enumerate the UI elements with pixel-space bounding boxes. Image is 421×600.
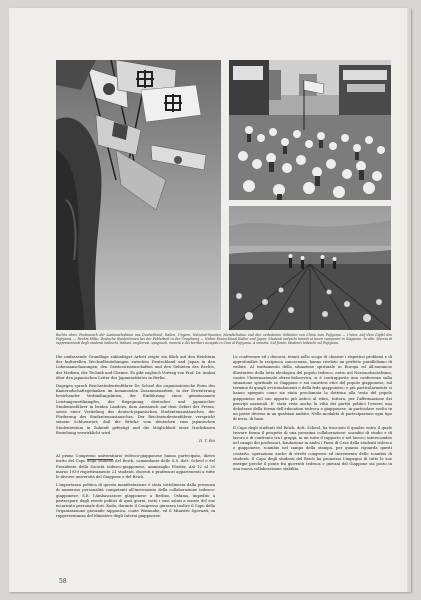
author-initials: D. T. Stö: [199, 439, 215, 444]
text-column-left: [56, 355, 215, 523]
page-number: 58: [59, 578, 67, 585]
paragraph: Dagegen sprach Reichsstudentenführer Dr. Scheel die organisatorische Form des Kameradschaftsgedanken im kommenden Zusammenarbeit, in der Erweiterung bestehender Verbindungslinien, der Einführung eines gemeinsamen Leistungswettkampfes, der Begegnung deutscher und japanischer Studentenführer in beiden Ländern, dem Austausch auf dem Gebiet der Presse, sowie einer Vertiefung des deutsch-japanischen Studentenaustausches, der Förderung des Studentenaustausches. Der Reichsstudentenführer verspricht seinem Schlusswort, daß die Brücke vom deutschen zum japanischen Studententum in Zukunft gefestigt und die Möglichkeit einer fruchtbaren Beziehung verwirklicht wird.: [56, 384, 215, 435]
photo-street-crowd: [229, 60, 391, 200]
paragraph: Die umfassende Grundlage zukünftiger Arbeit zeigte ein Blick auf den Reichtum der kulturellen Wechselbeziehungen zwischen Deutschland und Japan in den Lebensanschauungen, den Geisteswissenschaften und den Gebieten des Rechts, der Medizin, der Technik und Chemie. Es gibt zugleich Vortrag von Prof. Dr. Arakai über den japanischen Leiter des Japaninstitutes in Berlin.: [56, 355, 215, 380]
paragraph: Il Capo degli studenti del Reich, dott. Scheel, ha tracciato il quadro entro il quale trovare forma il progetto di una prossima collaborazione: scambio di studio e di lavoro e di confronto tra i gruppi, in un tutto il rapporto e nel lavoro; interscambio nel campo dei professori, fondazione in ambo i Paesi di Case della studenti tedesco e giapponese, scambio nel campo della stampa, per quanto riguarda questi contatto, operazione anche di stretti congressi ed incremento dello scambio di studenti. Il Capo degli studenti del Reich ha promesso l'impegno di tutte le sue energie perché il ponte fra gioventù tedesca e giovani del Giappone sia posto in una nuova collaborazione stabilita.: [233, 425, 392, 472]
magazine-page: [9, 8, 411, 592]
photo-field-work: [229, 206, 391, 330]
paragraph: Le conferenze ed i discorsi, tenuti nello scopo di chiarire i rispettivi problemi e di approfondire la reciproca conoscenza, hanno rivelato un perfetto parallelismo di vedute. Al trattamento della situazione spirituale in Europa ed all'annuncio illustrativo della lotta ideologica del popolo tedesco, entro nel Nazionalsocialismo, contro l'Internazionale ebreo-bolscevica, si è contrapposto una conferenza sulla situazione spirituale in Giappone e sui caratteri etici del popolo giapponese, sul termine di quegli avvicendamenti e della fede giapponese; e più particolarmente ci hanno spiegato come sia stata proclamata la dottrina alla testa del popolo giapponese nel suo apporto più antico al ritiro, tuttora, per l'affermazione dei principi nazionali. E' stata vista anche la viltà dei partiti politici l'essere una debolezza della forma dell'education tedesca e giapponese, in particolare svolto in un paese diverso in un qualsiasi ambito. Nelle modalità di partecipazione ogni tipo di testo, di base.: [233, 355, 392, 422]
paragraph: L'importanza politica di questa manifestazione è stata sottolineata dalla presenza di numerose personalità competenti all'incremento della collaborazione tedesco-giapponese: S.E. l'Ambasciatore giapponese a Berlino, Oshima, impedito a partecipare dagli eventi politici di quei giorni, inviò i suoi saluti a mezzo del suo incaricato personale dott. Koda; durante il Congresso giunsero inoltre il Capo della Organizzazione giovanile nipponica, conte Watanabe, ed il Ministro Sgovazzi, in rappresentanza del Ministero degli Interni giapponese.: [56, 483, 215, 519]
photo-caption: Rechts oben: Festmarsch der Austauschaktion aus Deutschland, Italien, Ungarn, National-Spanien, Mandschukuo und den verbotenen Gebieten von China zum Fujiyama — Unten: Auf dem Gipfel des Fujiyama. — Rechts Mitte: Deutsche Studentinnen bei der Feldarbeit in der Umgebung — Neben Deutschland Italien und Japan: Studenti tedeschi intenti ai lavori campestri in Giappone. In alto: Marcia di rappresentanti degli studenti tedeschi, italiani, ungheresi, spagnuoli, manciù e dei territori occupati in Cina al Fujiyama. A sinistra: Sul fondo: Studenti tedeschi sul Fujiyama.: [56, 333, 392, 346]
text-column-right: [233, 355, 392, 475]
page-gutter: [407, 8, 411, 592]
paragraph: Al primo Congresso universitario tedesco-giapponese hanno partecipato, dietro invito del Capo degli studenti del Reich, comandante delle S.S. dott. Scheel e del Presidente della Società tedesco-giapponese, ammiraglio Förster, dal 12 al 20 marzo 1939 rispettivamente 21 studenti, docenti e professori appartenenti a tutte le diverse università del Giappone e del Reich.: [56, 454, 215, 480]
photo-flags-on-rock: [56, 60, 221, 330]
section-divider: [87, 459, 113, 460]
